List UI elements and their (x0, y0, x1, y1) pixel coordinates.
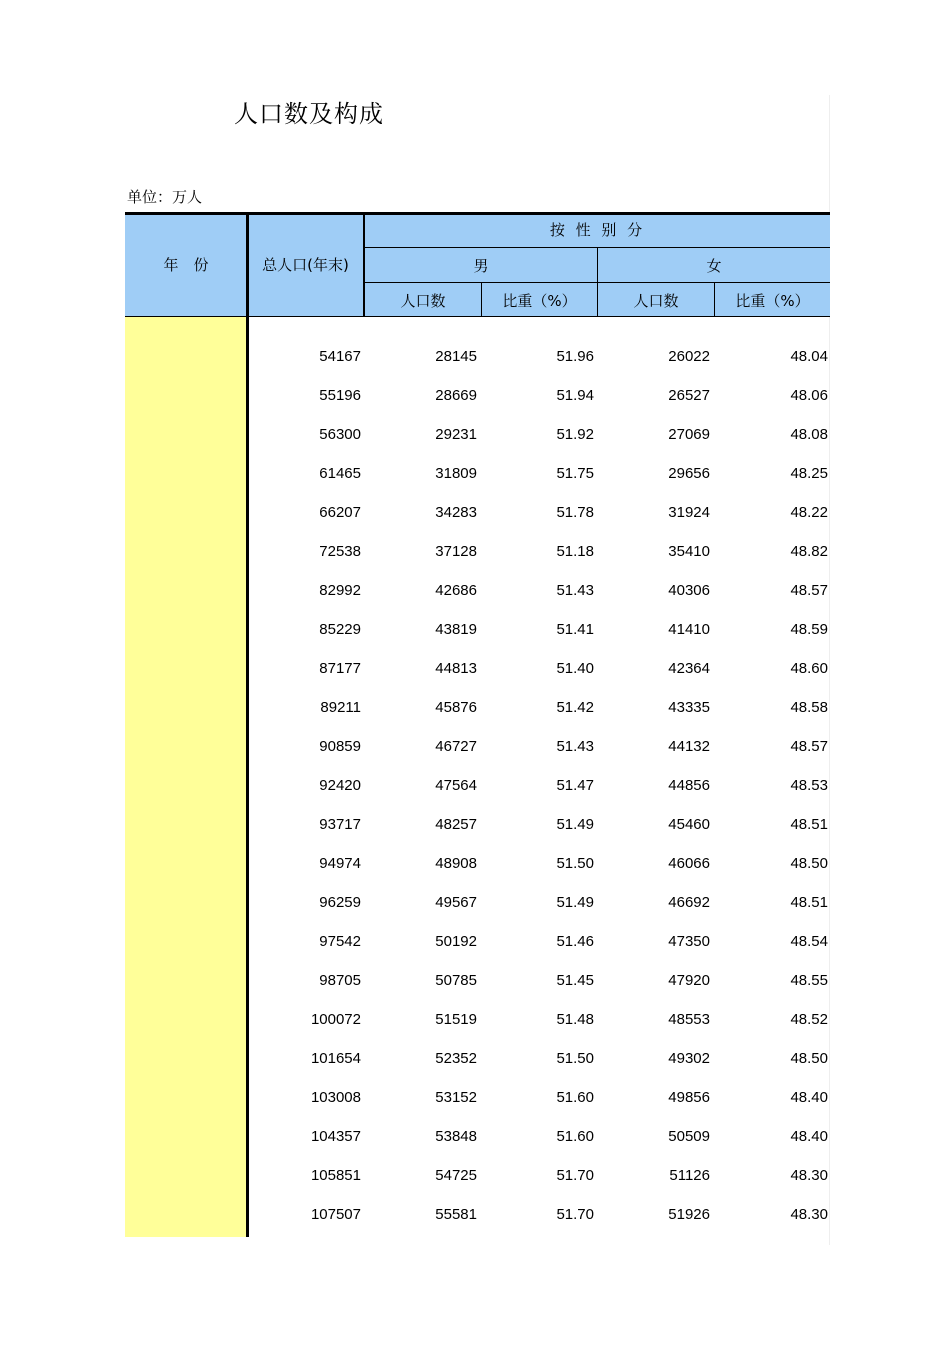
female-population-cell: 46066 (668, 855, 710, 872)
header-total (247, 212, 364, 317)
female-percent-cell: 48.22 (790, 504, 828, 521)
male-population-cell: 28669 (435, 387, 477, 404)
female-percent-cell: 48.30 (790, 1167, 828, 1184)
total-cell: 85229 (319, 621, 361, 638)
female-population-cell: 51926 (668, 1206, 710, 1223)
total-cell: 107507 (310, 1206, 361, 1223)
female-percent-cell: 48.40 (790, 1128, 828, 1145)
header-female-population (597, 282, 714, 317)
male-population-cell: 51519 (435, 1011, 477, 1028)
female-percent-cell: 48.57 (790, 582, 828, 599)
male-percent-cell: 51.45 (556, 972, 594, 989)
table-row (125, 571, 830, 610)
table-row (125, 1195, 830, 1234)
table-top-rule (125, 212, 830, 215)
table-row (125, 1156, 830, 1195)
page-title: 人口数及构成 (234, 100, 384, 128)
female-population-cell: 44856 (668, 777, 710, 794)
header-male (364, 247, 597, 282)
total-cell: 103008 (310, 1089, 361, 1106)
male-population-cell: 50785 (435, 972, 477, 989)
male-population-cell: 42686 (435, 582, 477, 599)
male-percent-cell: 51.60 (556, 1089, 594, 1106)
male-percent-cell: 51.92 (556, 426, 594, 443)
female-population-cell: 31924 (668, 504, 710, 521)
total-cell: 54167 (319, 348, 361, 365)
female-population-cell: 45460 (668, 816, 710, 833)
male-population-cell: 44813 (435, 660, 477, 677)
female-percent-cell: 48.57 (790, 738, 828, 755)
female-population-cell: 26527 (668, 387, 710, 404)
female-percent-cell: 48.60 (790, 660, 828, 677)
male-population-cell: 37128 (435, 543, 477, 560)
header-male-label: 男 (473, 256, 489, 275)
male-population-cell: 45876 (435, 699, 477, 716)
male-population-cell: 48908 (435, 855, 477, 872)
table-row (125, 727, 830, 766)
female-population-cell: 49856 (668, 1089, 710, 1106)
header-by-sex (364, 212, 830, 247)
total-cell: 61465 (319, 465, 361, 482)
header-by-sex-label: 按 性 别 分 (549, 221, 646, 239)
table-row (125, 532, 830, 571)
female-population-cell: 41410 (668, 621, 710, 638)
female-percent-cell: 48.53 (790, 777, 828, 794)
total-cell: 90859 (319, 738, 361, 755)
header-total-label: 总人口(年末) (262, 256, 349, 274)
male-percent-cell: 51.96 (556, 348, 594, 365)
total-cell: 100072 (310, 1011, 361, 1028)
female-percent-cell: 48.51 (790, 816, 828, 833)
female-population-cell: 47920 (668, 972, 710, 989)
male-population-cell: 48257 (435, 816, 477, 833)
table-row (125, 649, 830, 688)
female-population-cell: 49302 (668, 1050, 710, 1067)
male-percent-cell: 51.18 (556, 543, 594, 560)
total-cell: 97542 (319, 933, 361, 950)
female-percent-cell: 48.40 (790, 1089, 828, 1106)
header-male-population-label: 人口数 (400, 291, 446, 310)
female-percent-cell: 48.52 (790, 1011, 828, 1028)
female-percent-cell: 48.51 (790, 894, 828, 911)
header-female-percent-label: 比重（%） (735, 291, 810, 310)
header-female-label: 女 (706, 256, 722, 275)
header-female (597, 247, 830, 282)
female-population-cell: 35410 (668, 543, 710, 560)
header-male-population (364, 282, 481, 317)
table-row (125, 376, 830, 415)
female-population-cell: 26022 (668, 348, 710, 365)
table-row (125, 1117, 830, 1156)
total-cell: 93717 (319, 816, 361, 833)
female-population-cell: 46692 (668, 894, 710, 911)
table-row (125, 805, 830, 844)
table-row (125, 766, 830, 805)
total-cell: 94974 (319, 855, 361, 872)
table-row (125, 961, 830, 1000)
total-cell: 92420 (319, 777, 361, 794)
total-cell: 98705 (319, 972, 361, 989)
table-row (125, 415, 830, 454)
female-percent-cell: 48.04 (790, 348, 828, 365)
female-percent-cell: 48.30 (790, 1206, 828, 1223)
table-row (125, 454, 830, 493)
male-population-cell: 53848 (435, 1128, 477, 1145)
total-column-rule (363, 212, 365, 317)
male-population-cell: 28145 (435, 348, 477, 365)
male-population-cell: 52352 (435, 1050, 477, 1067)
male-population-cell: 43819 (435, 621, 477, 638)
male-percent-cell: 51.78 (556, 504, 594, 521)
male-percent-cell: 51.43 (556, 738, 594, 755)
female-percent-cell: 48.54 (790, 933, 828, 950)
male-percent-cell: 51.49 (556, 816, 594, 833)
male-population-cell: 53152 (435, 1089, 477, 1106)
table-row (125, 688, 830, 727)
male-population-cell: 29231 (435, 426, 477, 443)
table-row (125, 1000, 830, 1039)
male-population-cell: 50192 (435, 933, 477, 950)
male-percent-cell: 51.48 (556, 1011, 594, 1028)
header-male-percent-label: 比重（%） (502, 291, 577, 310)
male-percent-cell: 51.94 (556, 387, 594, 404)
unit-label: 单位：万人 (127, 188, 203, 206)
female-population-cell: 43335 (668, 699, 710, 716)
male-population-cell: 54725 (435, 1167, 477, 1184)
table-row (125, 1078, 830, 1117)
male-percent-cell: 51.60 (556, 1128, 594, 1145)
female-population-cell: 44132 (668, 738, 710, 755)
female-population-cell: 47350 (668, 933, 710, 950)
header-female-percent (714, 282, 830, 317)
header-year (125, 212, 247, 317)
female-population-cell: 51126 (669, 1167, 710, 1184)
male-percent-cell: 51.41 (556, 621, 594, 638)
male-population-cell: 49567 (435, 894, 477, 911)
male-percent-cell: 51.70 (556, 1206, 594, 1223)
male-percent-cell: 51.40 (556, 660, 594, 677)
female-percent-cell: 48.82 (790, 543, 828, 560)
female-population-cell: 40306 (668, 582, 710, 599)
table-row (125, 844, 830, 883)
female-percent-cell: 48.08 (790, 426, 828, 443)
female-population-cell: 29656 (668, 465, 710, 482)
male-population-cell: 55581 (435, 1206, 477, 1223)
male-population-cell: 47564 (435, 777, 477, 794)
male-percent-cell: 51.75 (556, 465, 594, 482)
female-percent-cell: 48.59 (790, 621, 828, 638)
male-population-cell: 34283 (435, 504, 477, 521)
total-cell: 72538 (319, 543, 361, 560)
female-percent-cell: 48.50 (790, 1050, 828, 1067)
table-row (125, 1039, 830, 1078)
female-percent-cell: 48.55 (790, 972, 828, 989)
total-cell: 55196 (319, 387, 361, 404)
female-percent-cell: 48.58 (790, 699, 828, 716)
total-cell: 104357 (310, 1128, 361, 1145)
total-cell: 82992 (319, 582, 361, 599)
male-population-cell: 31809 (435, 465, 477, 482)
male-percent-cell: 51.42 (556, 699, 594, 716)
male-percent-cell: 51.46 (556, 933, 594, 950)
female-population-cell: 42364 (668, 660, 710, 677)
header-male-percent (481, 282, 597, 317)
header-year-label: 年 份 (163, 256, 209, 274)
total-cell: 96259 (319, 894, 361, 911)
female-population-cell: 27069 (668, 426, 710, 443)
population-table (125, 212, 830, 1237)
total-cell: 87177 (319, 660, 361, 677)
female-percent-cell: 48.06 (790, 387, 828, 404)
male-percent-cell: 51.49 (556, 894, 594, 911)
total-cell: 56300 (319, 426, 361, 443)
total-cell: 105851 (310, 1167, 361, 1184)
female-population-cell: 48553 (668, 1011, 710, 1028)
male-percent-cell: 51.70 (556, 1167, 594, 1184)
table-row (125, 883, 830, 922)
female-percent-cell: 48.25 (790, 465, 828, 482)
total-cell: 89211 (320, 699, 361, 716)
table-row (125, 337, 830, 376)
table-row (125, 610, 830, 649)
header-bottom-rule (125, 316, 830, 317)
table-row (125, 493, 830, 532)
female-population-cell: 50509 (668, 1128, 710, 1145)
male-population-cell: 46727 (435, 738, 477, 755)
table-row (125, 922, 830, 961)
total-cell: 66207 (319, 504, 361, 521)
male-percent-cell: 51.43 (556, 582, 594, 599)
header-female-population-label: 人口数 (633, 291, 679, 310)
male-percent-cell: 51.50 (556, 1050, 594, 1067)
total-cell: 101654 (310, 1050, 361, 1067)
male-percent-cell: 51.50 (556, 855, 594, 872)
male-percent-cell: 51.47 (556, 777, 594, 794)
female-percent-cell: 48.50 (790, 855, 828, 872)
